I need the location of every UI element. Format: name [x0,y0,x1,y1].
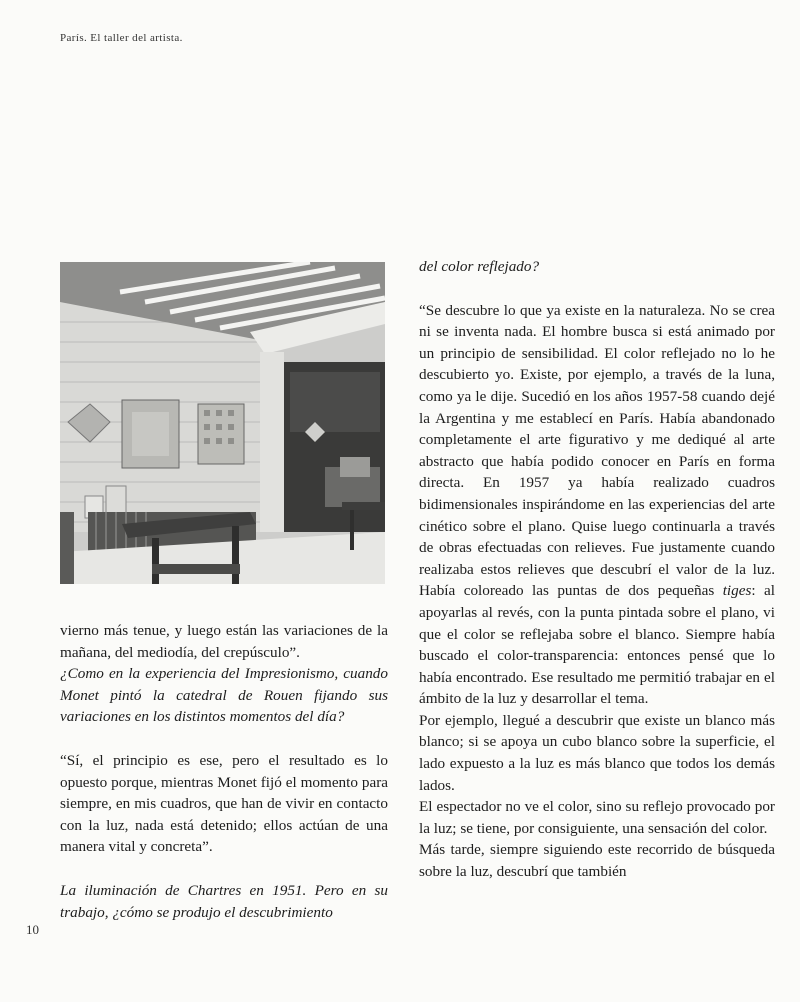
paragraph: “Sí, el principio es ese, pero el resultado es lo opuesto porque, mientras Monet fijó el momento para siempre, en mis cuadros, que han de vivir en contacto con la luz, nada está detenido; ellos actúan de una manera vital y concreta”. [60,751,388,856]
italic-term: tiges [722,582,752,600]
interview-question-end: del color reflejado? [419,258,540,275]
paragraph: vierno más tenue, y luego están las variaciones de la mañana, del mediodía, del crepúsculo”. [60,622,388,661]
left-column [60,620,388,923]
paragraph: Por ejemplo, llegué a descubrir que existe un blanco más blanco; si se apoya un cubo blanco sobre la superficie, el lado expuesto a la luz es más blanco que todos los demás lados. [419,711,775,794]
paragraph: “Se descubre lo que ya existe en la naturaleza. No se crea ni se inventa nada. El hombre busca si está animado por un principio de sensibilidad. El color reflejado no lo he descubierto yo. Existe, por ejemplo, a través de la luna, como ya le dije. Sucedió en los años 1957-58 cuando dejé la Argentina y me establecí en París. Había abandonado completamente el arte figurativo y me dediqué al arte abstracto que había podido conocer en París en forma directa. En 1957 ya había realizado cuadros bidimensionales inspirándome en las experiencias del arte cinético sobre el plano. Quise luego continuarla a través de obras efectuadas con relieves. Fue justamente cuando realizaba estos relieves que descubrí el valor de la luz. Había coloreado las puntas de dos pequeñas tiges: al apoyarlas al revés, con la punta pintada sobre el plano, vi que el color se reflejaba sobre el blanco. Siempre había buscado el color-transparencia: entonces pensé que lo había encontrado. Ese resultado me permitió trabajar en el ámbito de la luz y desarrollar el tema. [419,301,776,708]
page-number: 10 [26,922,39,937]
paragraph: Más tarde, siempre siguiendo este recorrido de búsqueda sobre la luz, descubrí que también [419,841,775,881]
studio-photo [60,262,385,584]
paragraph: El espectador no ve el color, sino su reflejo provocado por la luz; se tiene, por consiguiente, una sensación del color. [419,798,775,837]
right-column [419,256,775,883]
photo-caption: París. El taller del artista. [60,32,183,44]
interview-question: La iluminación de Chartres en 1951. Pero en su trabajo, ¿cómo se produjo el descubrimiento [60,881,388,921]
interview-question: ¿Como en la experiencia del Impresionismo, cuando Monet pintó la catedral de Rouen fijando sus variaciones en los distintos momentos del día? [60,665,388,726]
